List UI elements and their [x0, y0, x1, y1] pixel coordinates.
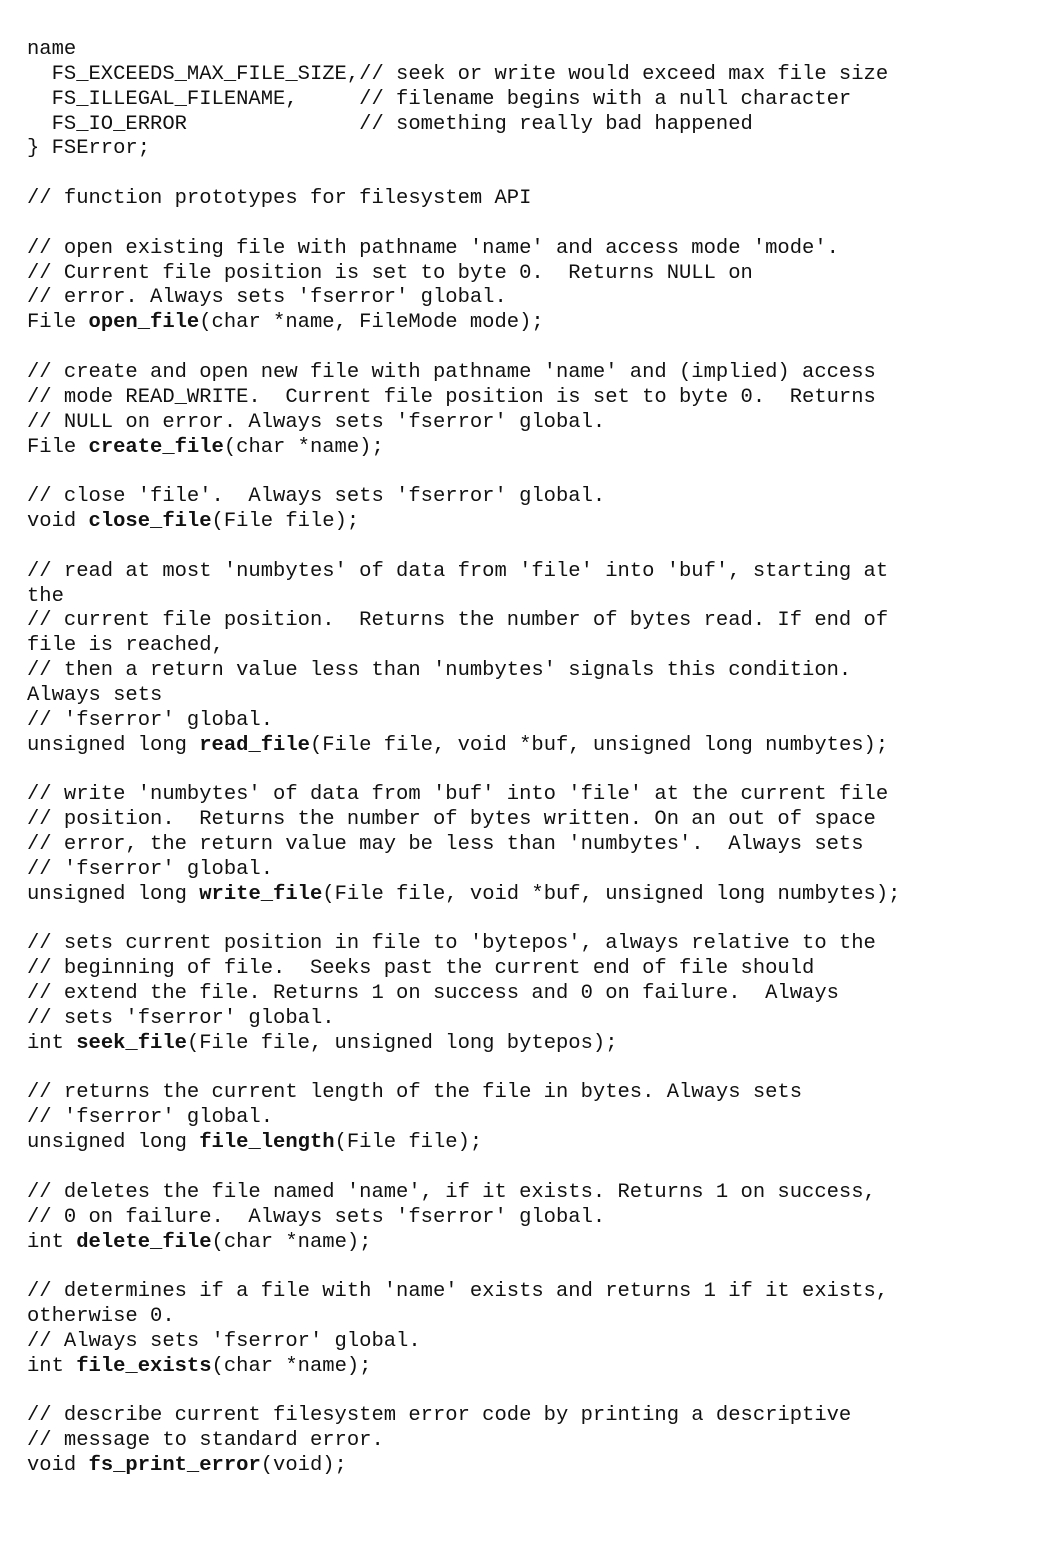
- code-line: [27, 883, 1037, 908]
- code-text: FS_IO_ERROR // something really bad happened: [27, 112, 753, 136]
- code-text: // describe current filesystem error code by printing a descriptive: [27, 1404, 852, 1428]
- code-text: // NULL on error. Always sets 'fserror' global.: [27, 410, 606, 434]
- code-text: // close 'file'. Always sets 'fserror' global.: [27, 485, 606, 509]
- code-text: File: [27, 435, 89, 459]
- code-text: // error, the return value may be less than 'numbytes'. Always sets: [27, 833, 864, 856]
- code-line: [27, 1231, 1037, 1256]
- function-name: close_file: [88, 510, 212, 534]
- code-text: File: [27, 311, 89, 335]
- code-text: // deletes the file named 'name', if it exists. Returns 1 on success,: [27, 1180, 876, 1204]
- function-name: seek_file: [76, 1031, 187, 1055]
- code-line: [27, 38, 1037, 63]
- code-text: (char *name);: [211, 1354, 372, 1378]
- code-line: [27, 187, 1037, 212]
- code-line: [27, 88, 1037, 113]
- function-name: create_file: [88, 435, 224, 459]
- code-line: [27, 1206, 1037, 1231]
- code-line: [27, 1404, 1037, 1429]
- code-line: [27, 113, 1037, 138]
- function-name: read_file: [199, 733, 310, 757]
- code-text: // write 'numbytes' of data from 'buf' into 'file' at the current file: [27, 783, 889, 807]
- code-text: Always sets: [27, 683, 163, 707]
- code-line: [27, 684, 1037, 709]
- code-listing: [27, 38, 1037, 1479]
- code-text: unsigned long: [27, 882, 200, 906]
- code-line: [27, 932, 1037, 957]
- code-text: (File file);: [334, 1131, 483, 1155]
- code-text: } FSError;: [27, 137, 151, 161]
- function-name: fs_print_error: [88, 1454, 261, 1478]
- code-text: // error. Always sets 'fserror' global.: [27, 286, 507, 310]
- blank-line: [27, 908, 1037, 933]
- function-name: file_length: [199, 1131, 335, 1155]
- code-text: // sets 'fserror' global.: [27, 1006, 335, 1030]
- blank-line: [27, 535, 1037, 560]
- code-line: [27, 734, 1037, 759]
- code-line: [27, 808, 1037, 833]
- code-text: unsigned long: [27, 733, 200, 757]
- code-text: // current file position. Returns the number of bytes read. If end of: [27, 609, 889, 633]
- code-text: FS_ILLEGAL_FILENAME, // filename begins with a null character: [27, 87, 852, 111]
- code-line: [27, 833, 1037, 858]
- code-text: // Always sets 'fserror' global.: [27, 1329, 421, 1353]
- code-line: [27, 137, 1037, 162]
- code-line: [27, 659, 1037, 684]
- function-name: file_exists: [76, 1354, 212, 1378]
- blank-line: [27, 1156, 1037, 1181]
- code-text: // message to standard error.: [27, 1429, 384, 1453]
- code-line: [27, 982, 1037, 1007]
- code-line: [27, 1305, 1037, 1330]
- code-line: [27, 237, 1037, 262]
- code-line: [27, 1181, 1037, 1206]
- code-text: int: [27, 1230, 77, 1254]
- function-name: open_file: [88, 311, 200, 335]
- code-line: [27, 1032, 1037, 1057]
- code-line: [27, 1429, 1037, 1454]
- blank-line: [27, 1057, 1037, 1082]
- code-line: [27, 1280, 1037, 1305]
- code-line: [27, 63, 1037, 88]
- code-text: (char *name);: [211, 1230, 372, 1254]
- code-text: // then a return value less than 'numbytes' signals this condition.: [27, 659, 852, 683]
- code-text: FS_EXCEEDS_MAX_FILE_SIZE,// seek or write would exceed max file size: [27, 62, 889, 86]
- code-line: [27, 634, 1037, 659]
- code-text: // beginning of file. Seeks past the current end of file should: [27, 957, 815, 981]
- code-line: [27, 361, 1037, 386]
- code-line: [27, 510, 1037, 535]
- code-text: // read at most 'numbytes' of data from 'file' into 'buf', starting at: [27, 559, 889, 583]
- code-line: [27, 1081, 1037, 1106]
- code-text: void: [27, 1454, 89, 1478]
- code-line: [27, 858, 1037, 883]
- code-text: // position. Returns the number of bytes written. On an out of space: [27, 808, 876, 832]
- code-line: [27, 411, 1037, 436]
- code-text: (File file);: [211, 510, 360, 534]
- code-text: the: [27, 584, 64, 608]
- code-line: [27, 609, 1037, 634]
- code-line: [27, 1330, 1037, 1355]
- function-name: delete_file: [76, 1230, 212, 1254]
- code-text: name: [27, 38, 77, 61]
- code-line: [27, 1454, 1037, 1479]
- blank-line: [27, 212, 1037, 237]
- code-text: // create and open new file with pathname 'name' and (implied) access: [27, 360, 876, 384]
- code-text: (char *name, FileMode mode);: [199, 311, 544, 335]
- code-text: (File file, void *buf, unsigned long numbytes);: [309, 733, 889, 757]
- code-text: // extend the file. Returns 1 on success and 0 on failure. Always: [27, 982, 839, 1006]
- code-text: file is reached,: [27, 634, 224, 658]
- code-text: // open existing file with pathname 'name' and access mode 'mode'.: [27, 236, 839, 260]
- code-text: (char *name);: [223, 435, 384, 459]
- code-line: [27, 709, 1037, 734]
- code-line: [27, 386, 1037, 411]
- blank-line: [27, 1380, 1037, 1405]
- code-text: (File file, unsigned long bytepos);: [186, 1031, 618, 1055]
- code-text: (File file, void *buf, unsigned long numbytes);: [322, 882, 901, 906]
- code-line: [27, 1106, 1037, 1131]
- code-text: void: [27, 510, 89, 534]
- blank-line: [27, 336, 1037, 361]
- code-line: [27, 436, 1037, 461]
- code-line: [27, 783, 1037, 808]
- code-text: (void);: [260, 1454, 347, 1478]
- code-line: [27, 1355, 1037, 1380]
- function-name: write_file: [199, 882, 323, 906]
- code-text: // 'fserror' global.: [27, 857, 274, 881]
- code-text: // returns the current length of the file in bytes. Always sets: [27, 1081, 803, 1105]
- code-text: otherwise 0.: [27, 1305, 175, 1329]
- blank-line: [27, 758, 1037, 783]
- code-line: [27, 560, 1037, 585]
- code-text: int: [27, 1354, 77, 1378]
- code-line: [27, 957, 1037, 982]
- blank-line: [27, 162, 1037, 187]
- code-line: [27, 485, 1037, 510]
- code-text: // 'fserror' global.: [27, 708, 274, 732]
- blank-line: [27, 460, 1037, 485]
- code-text: unsigned long: [27, 1131, 200, 1155]
- code-line: [27, 1007, 1037, 1032]
- code-text: // determines if a file with 'name' exists and returns 1 if it exists,: [27, 1280, 889, 1304]
- code-text: // 'fserror' global.: [27, 1106, 274, 1130]
- code-text: // Current file position is set to byte 0. Returns NULL on: [27, 261, 753, 285]
- code-text: // 0 on failure. Always sets 'fserror' global.: [27, 1205, 606, 1229]
- code-text: // sets current position in file to 'bytepos', always relative to the: [27, 932, 876, 956]
- code-text: // function prototypes for filesystem API: [27, 187, 532, 211]
- blank-line: [27, 1255, 1037, 1280]
- code-line: [27, 262, 1037, 287]
- code-line: [27, 585, 1037, 610]
- code-line: [27, 1131, 1037, 1156]
- code-text: int: [27, 1031, 77, 1055]
- code-line: [27, 286, 1037, 311]
- code-text: // mode READ_WRITE. Current file position is set to byte 0. Returns: [27, 385, 876, 409]
- code-line: [27, 311, 1037, 336]
